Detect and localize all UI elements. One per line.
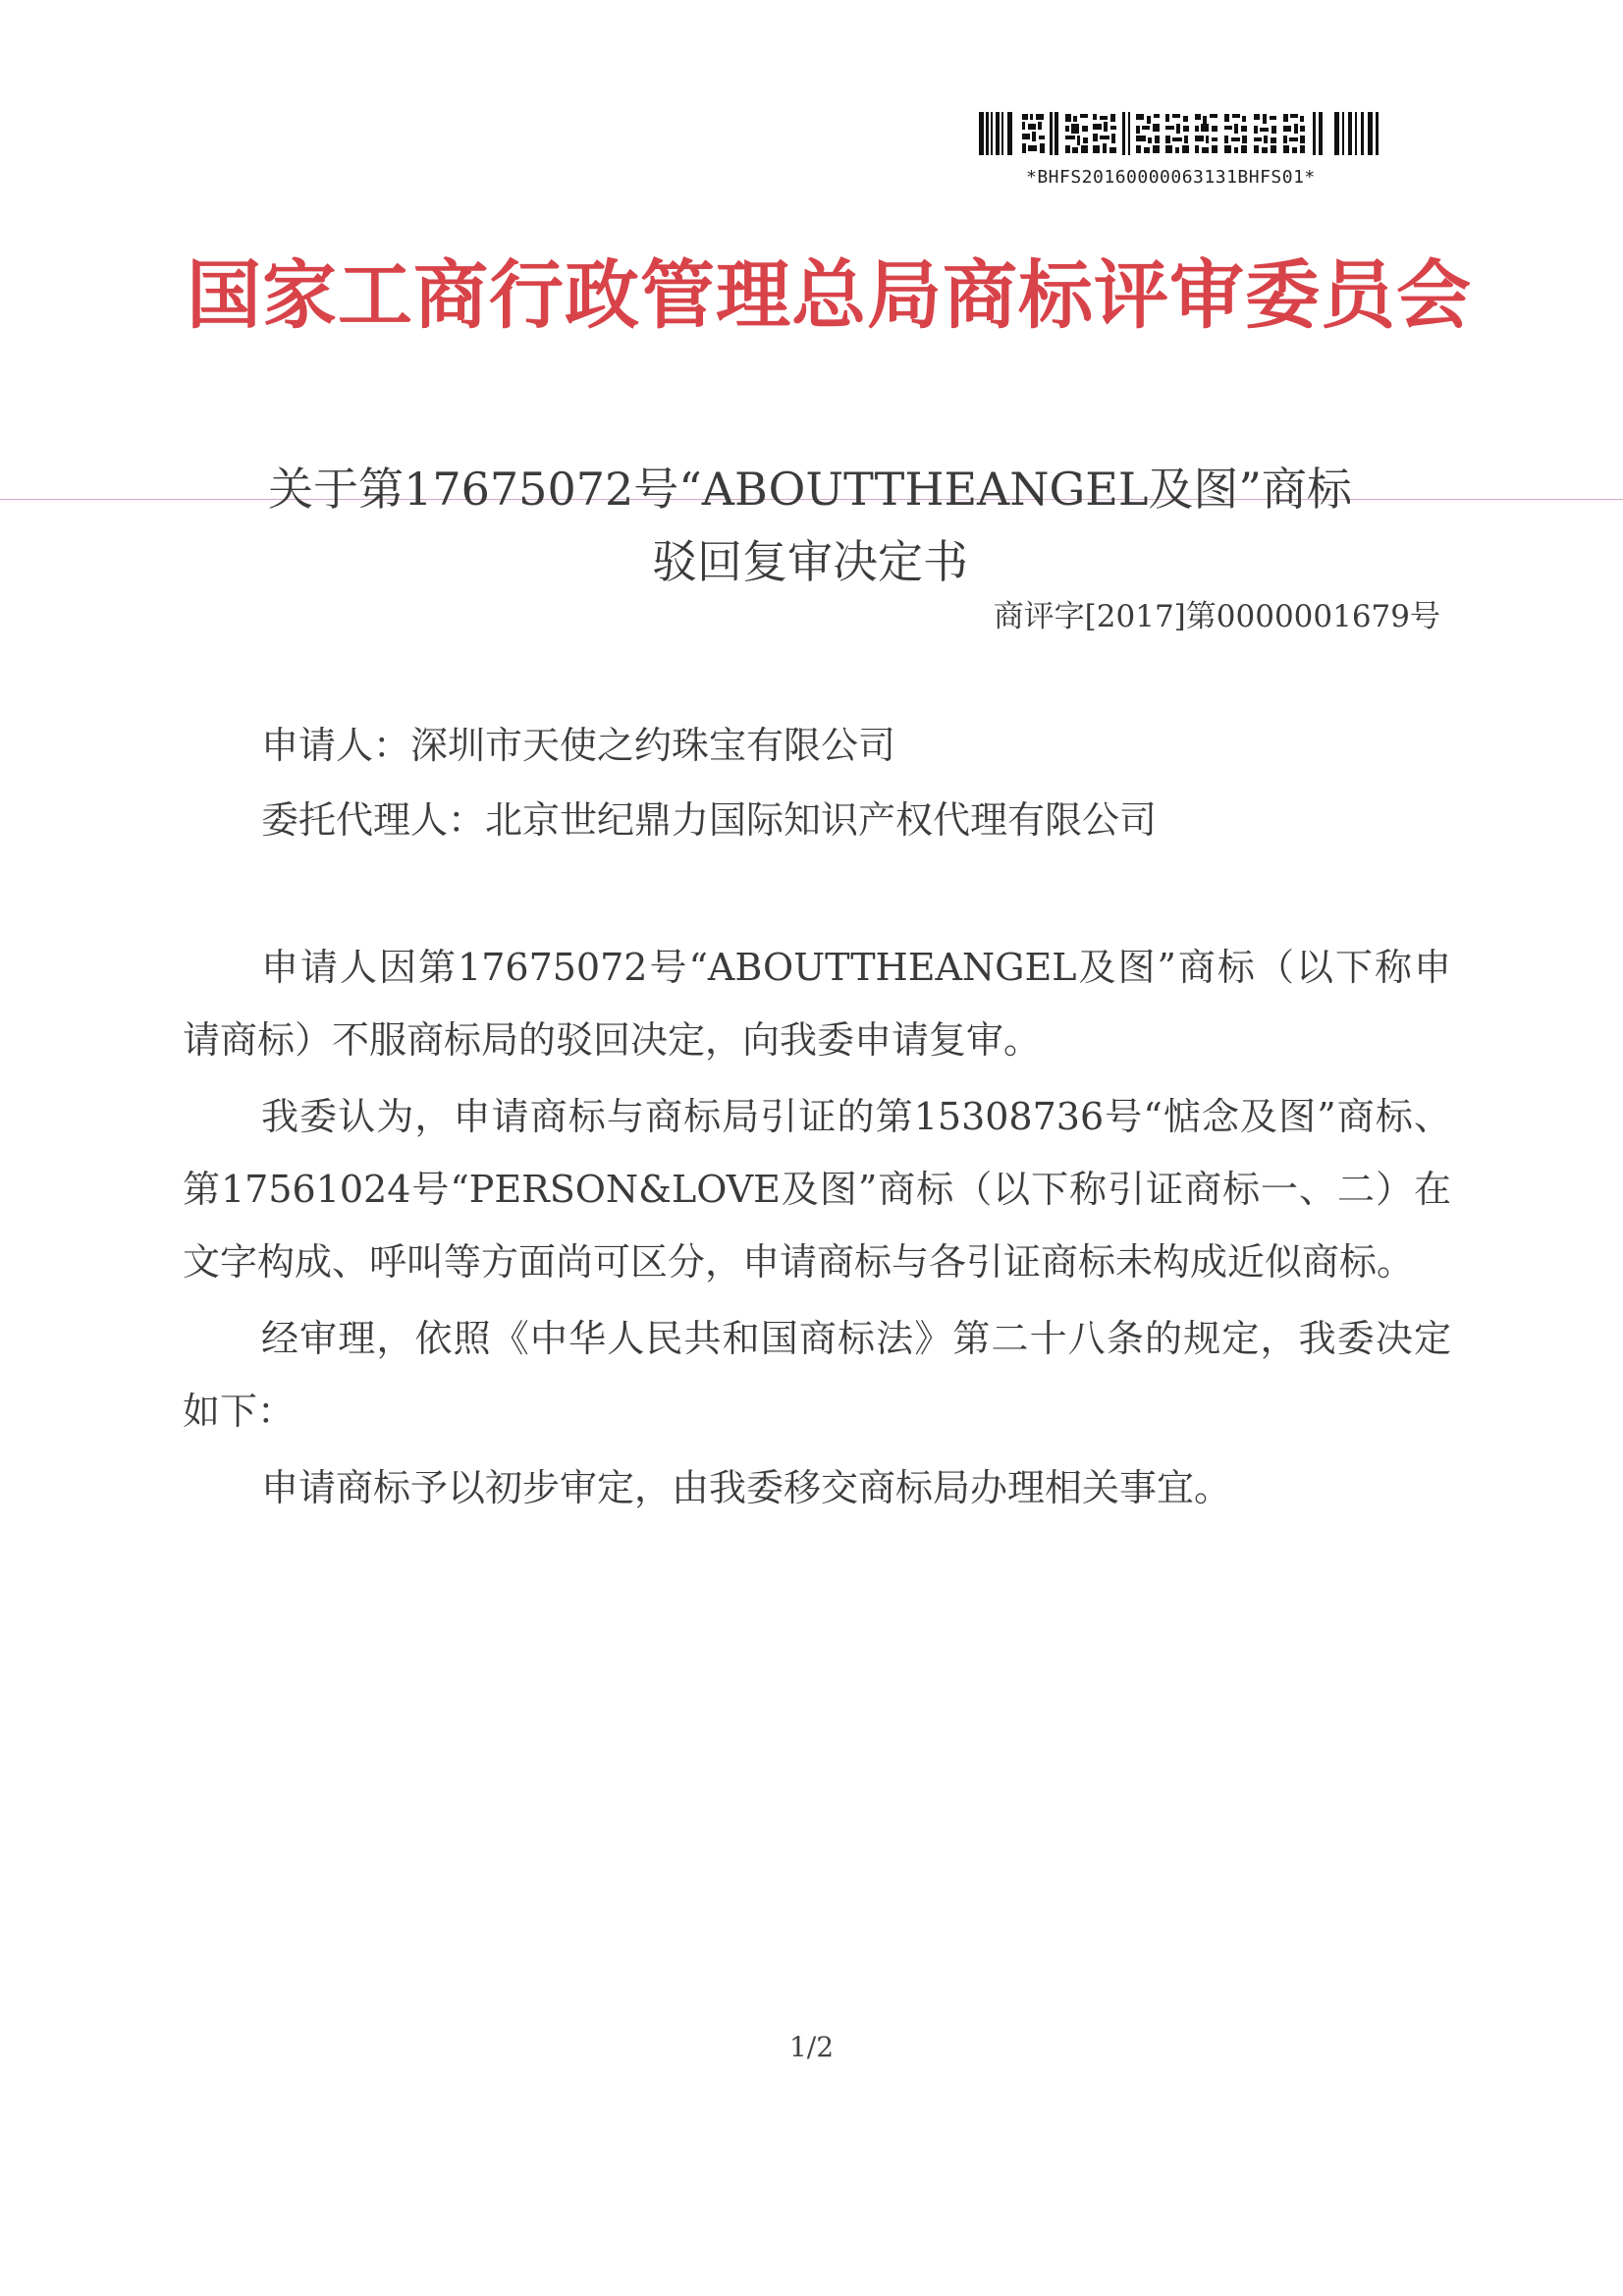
page-number: 1/2 <box>788 2031 835 2063</box>
document-title-line2: 驳回复审决定书 <box>652 535 968 588</box>
document-title-line1: 关于第17675072号“ABOUTTHEANGEL及图”商标 <box>268 463 1352 516</box>
agent-line: 委托代理人：北京世纪鼎力国际知识产权代理有限公司 <box>261 798 1158 842</box>
body-paragraph-reasoning: 我委认为，申请商标与商标局引证的第15308736号“惦念及图”商标、第17561024号“PERSON&LOVE及图”商标（以下称引证商标一、二）在文字构成、呼叫等方面尚可区分，申请商标与各引证商标未构成近似商标。 <box>183 1095 1451 1284</box>
decision-reference-number: 商评字[2017]第0000001679号 <box>993 599 1440 634</box>
organization-title: 国家工商行政管理总局商标评审委员会 <box>187 251 1472 339</box>
body-paragraph-decision: 申请商标予以初步审定，由我委移交商标局办理相关事宜。 <box>261 1466 1232 1509</box>
body-paragraph-request: 申请人因第17675072号“ABOUTTHEANGEL及图”商标（以下称申请商标）不服商标局的驳回决定，向我委申请复审。 <box>183 946 1451 1062</box>
body-paragraph-legal-basis: 经审理，依照《中华人民共和国商标法》第二十八条的规定，我委决定如下： <box>183 1317 1451 1433</box>
barcode-number: *BHFS20160000063131BHFS01* <box>1026 167 1316 188</box>
barcode-image <box>975 108 1382 159</box>
applicant-line: 申请人：深圳市天使之约珠宝有限公司 <box>261 724 896 767</box>
barcode-block <box>975 108 1387 188</box>
